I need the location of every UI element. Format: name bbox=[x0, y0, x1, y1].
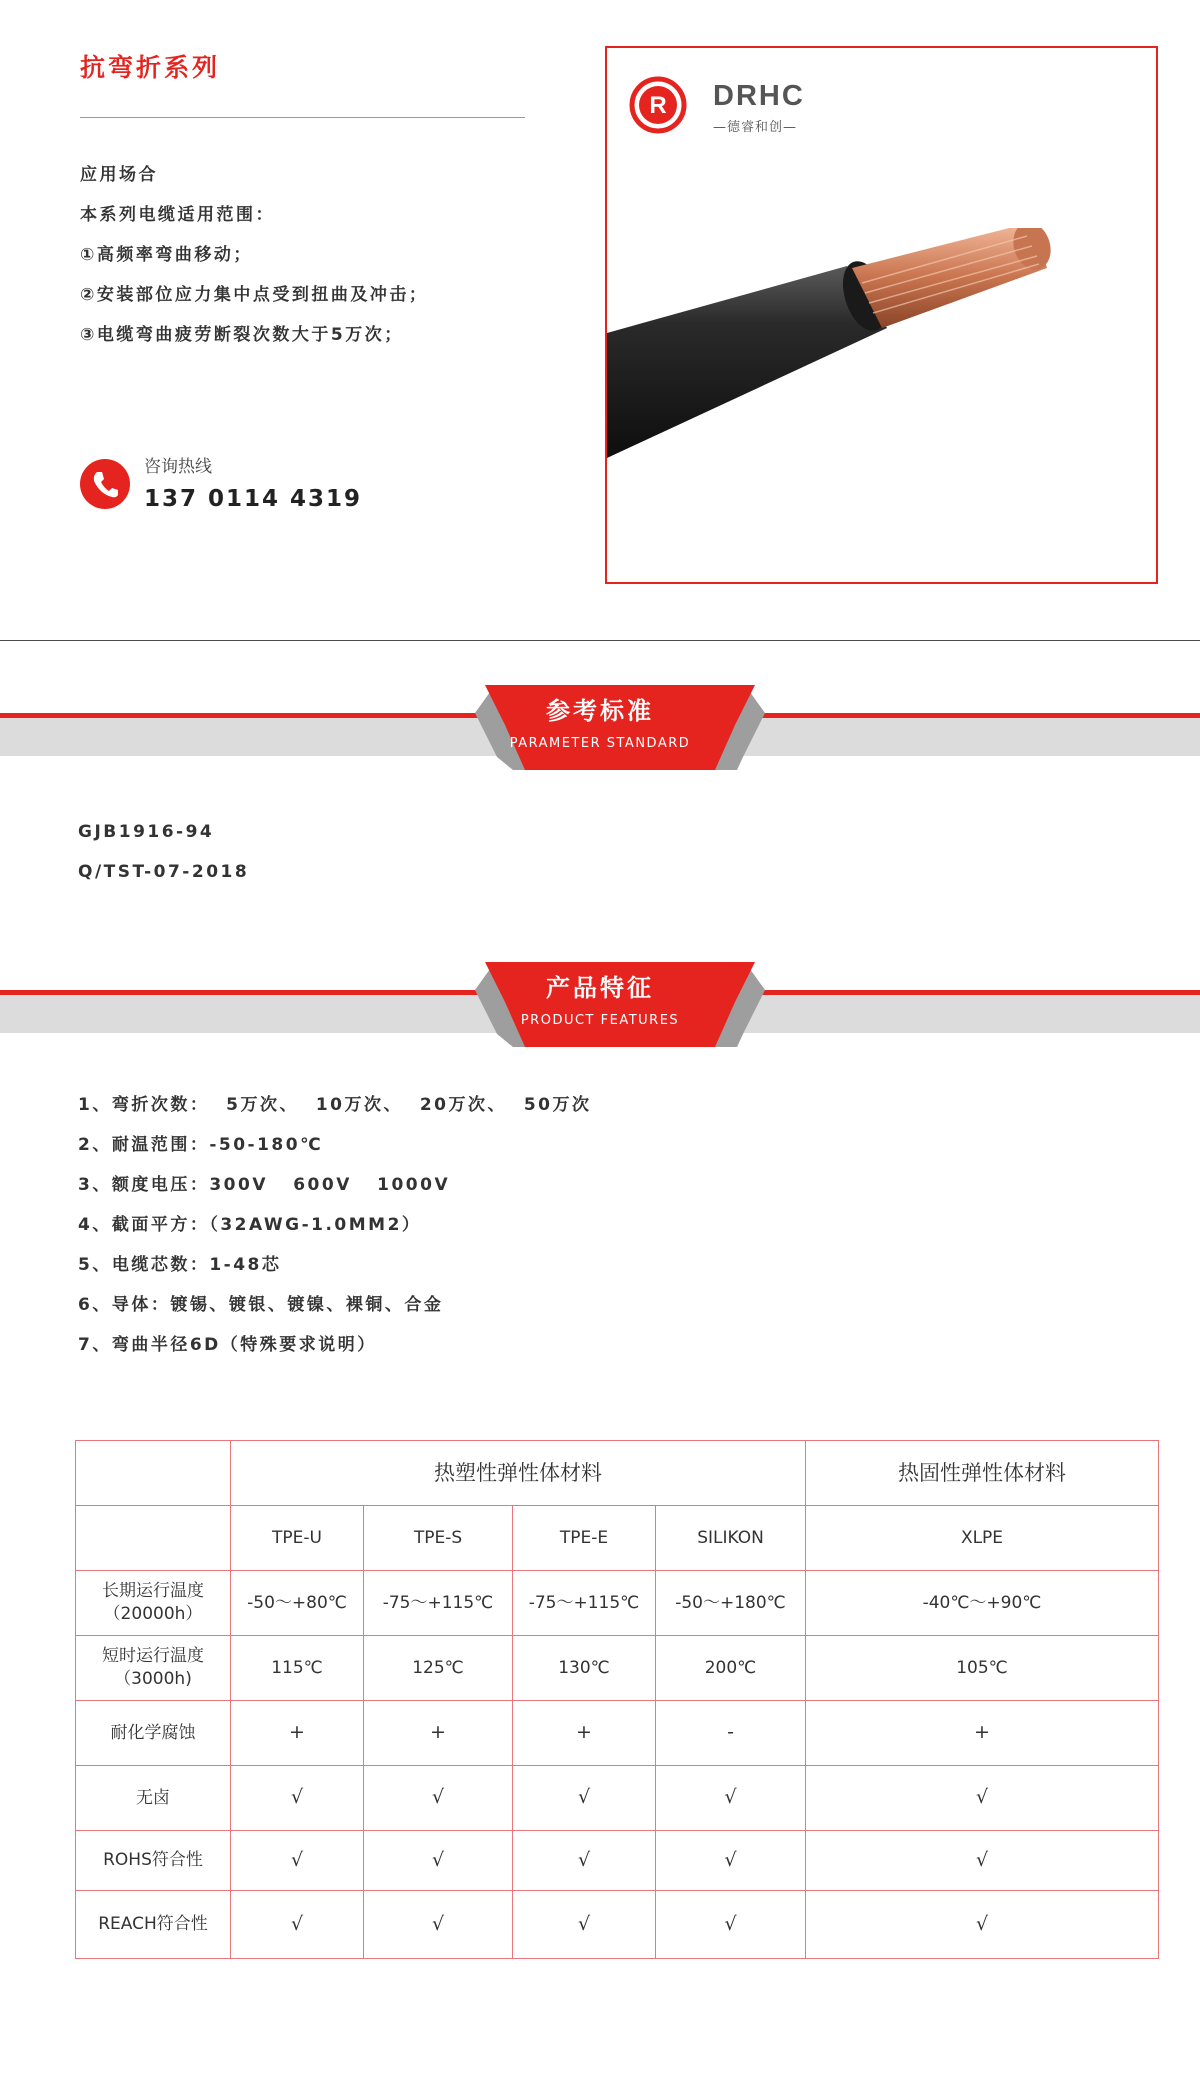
section-banner-features bbox=[0, 962, 1200, 1047]
table-row bbox=[76, 1766, 1159, 1831]
hotline-number[interactable]: 137 0114 4319 bbox=[144, 486, 363, 512]
table-cell: -75～+115℃ bbox=[364, 1571, 513, 1636]
material-header: SILIKON bbox=[656, 1506, 806, 1571]
section-subtitle: PARAMETER STANDARD bbox=[509, 736, 691, 751]
table-cell: - bbox=[656, 1701, 806, 1766]
section-subtitle: PRODUCT FEATURES bbox=[520, 1013, 680, 1028]
material-header: TPE-S bbox=[364, 1506, 513, 1571]
row-label: 短时运行温度 （3000h) bbox=[76, 1636, 231, 1701]
table-cell: √ bbox=[364, 1766, 513, 1831]
table-cell: 115℃ bbox=[231, 1636, 364, 1701]
material-header: TPE-E bbox=[513, 1506, 656, 1571]
standard-item: Q/TST-07-2018 bbox=[78, 862, 250, 882]
table-cell: √ bbox=[364, 1891, 513, 1959]
page-title: 抗弯折系列 bbox=[80, 53, 221, 82]
feature-item: 3、额度电压：300V 600V 1000V bbox=[78, 1175, 451, 1195]
table-row bbox=[76, 1891, 1159, 1959]
feature-item: 5、电缆芯数：1-48芯 bbox=[78, 1255, 282, 1275]
table-row bbox=[76, 1441, 1159, 1506]
phone-icon bbox=[80, 459, 130, 509]
table-cell: 130℃ bbox=[513, 1636, 656, 1701]
table-cell: √ bbox=[806, 1891, 1159, 1959]
product-image-frame bbox=[605, 46, 1158, 584]
features-list bbox=[78, 1085, 591, 1365]
table-cell: 125℃ bbox=[364, 1636, 513, 1701]
brand-subtitle: —德睿和创— bbox=[713, 120, 798, 135]
feature-item: 1、弯折次数： 5万次、 10万次、 20万次、 50万次 bbox=[78, 1095, 592, 1115]
table-cell: -50～+80℃ bbox=[231, 1571, 364, 1636]
material-header: XLPE bbox=[806, 1506, 1159, 1571]
table-cell: √ bbox=[656, 1766, 806, 1831]
table-cell-empty bbox=[76, 1441, 231, 1506]
table-cell: -75～+115℃ bbox=[513, 1571, 656, 1636]
feature-item: 2、耐温范围：-50-180℃ bbox=[78, 1135, 324, 1155]
section-title: 参考标准 bbox=[546, 697, 654, 725]
table-cell: + bbox=[231, 1701, 364, 1766]
standard-item: GJB1916-94 bbox=[78, 822, 215, 842]
table-cell: √ bbox=[364, 1831, 513, 1891]
section-separator bbox=[0, 640, 1200, 641]
feature-item: 6、导体：镀锡、镀银、镀镍、裸铜、合金 bbox=[78, 1295, 444, 1315]
table-cell: √ bbox=[231, 1891, 364, 1959]
row-label: 无卤 bbox=[76, 1766, 231, 1831]
table-cell: √ bbox=[231, 1766, 364, 1831]
table-cell: √ bbox=[513, 1831, 656, 1891]
table-row bbox=[76, 1831, 1159, 1891]
application-line: ①高频率弯曲移动； bbox=[80, 245, 253, 265]
standards-list bbox=[78, 812, 249, 892]
material-spec-table bbox=[75, 1440, 1159, 1959]
group-header-thermoplastic: 热塑性弹性体材料 bbox=[231, 1441, 806, 1506]
table-cell: + bbox=[513, 1701, 656, 1766]
application-section bbox=[80, 155, 428, 355]
table-cell: + bbox=[364, 1701, 513, 1766]
application-heading: 应用场合 bbox=[80, 165, 158, 185]
row-label: 长期运行温度 （20000h） bbox=[76, 1571, 231, 1636]
svg-text:R: R bbox=[649, 92, 667, 119]
feature-item: 7、弯曲半径6D（特殊要求说明） bbox=[78, 1335, 377, 1355]
application-line: ②安装部位应力集中点受到扭曲及冲击； bbox=[80, 285, 429, 305]
table-cell: √ bbox=[513, 1766, 656, 1831]
cable-image bbox=[607, 228, 1158, 488]
application-line: ③电缆弯曲疲劳断裂次数大于5万次； bbox=[80, 325, 404, 345]
table-cell-empty bbox=[76, 1506, 231, 1571]
table-cell: √ bbox=[513, 1891, 656, 1959]
table-row bbox=[76, 1506, 1159, 1571]
table-cell: + bbox=[806, 1701, 1159, 1766]
table-row bbox=[76, 1636, 1159, 1701]
table-cell: 105℃ bbox=[806, 1636, 1159, 1701]
hotline-label: 咨询热线 bbox=[144, 457, 212, 477]
table-cell: √ bbox=[806, 1831, 1159, 1891]
table-row bbox=[76, 1701, 1159, 1766]
table-row bbox=[76, 1571, 1159, 1636]
brand-name: DRHC bbox=[713, 80, 805, 112]
row-label: REACH符合性 bbox=[76, 1891, 231, 1959]
brand-logo-mark-icon bbox=[629, 76, 687, 134]
title-divider bbox=[80, 117, 525, 118]
table-cell: √ bbox=[656, 1831, 806, 1891]
table-cell: √ bbox=[231, 1831, 364, 1891]
table-cell: √ bbox=[656, 1891, 806, 1959]
group-header-thermoset: 热固性弹性体材料 bbox=[806, 1441, 1159, 1506]
feature-item: 4、截面平方：（32AWG-1.0MM2） bbox=[78, 1215, 422, 1235]
table-cell: √ bbox=[806, 1766, 1159, 1831]
row-label: 耐化学腐蚀 bbox=[76, 1701, 231, 1766]
section-title: 产品特征 bbox=[546, 974, 654, 1002]
material-header: TPE-U bbox=[231, 1506, 364, 1571]
row-label: ROHS符合性 bbox=[76, 1831, 231, 1891]
section-banner-standard bbox=[0, 685, 1200, 770]
table-cell: -50～+180℃ bbox=[656, 1571, 806, 1636]
table-cell: 200℃ bbox=[656, 1636, 806, 1701]
application-line: 本系列电缆适用范围： bbox=[80, 205, 275, 225]
table-cell: -40℃～+90℃ bbox=[806, 1571, 1159, 1636]
